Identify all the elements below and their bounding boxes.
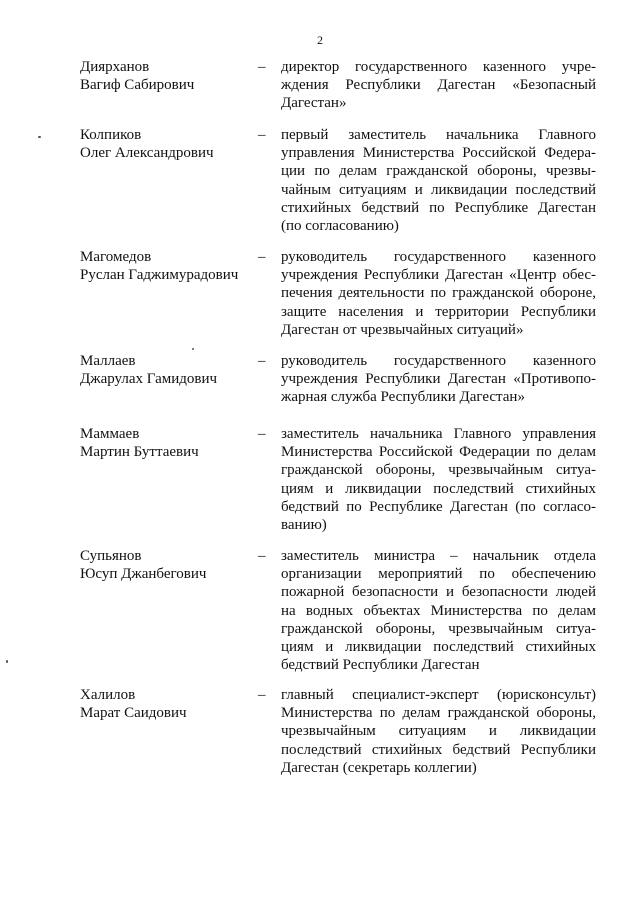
position-line: управления Министерства Российской Федера- xyxy=(281,145,596,162)
separator-dash: – xyxy=(258,353,266,369)
separator-dash: – xyxy=(258,687,266,703)
member-given-names: Марат Саидович xyxy=(80,705,187,722)
position-line: (по согласованию) xyxy=(281,218,399,235)
position-line: бедствий по Республике Дагестан (по согласо- xyxy=(281,498,596,515)
separator-dash: – xyxy=(258,426,266,442)
position-line: печения деятельности по гражданской обороне, xyxy=(281,285,596,302)
position-line: Дагестан» xyxy=(281,95,347,112)
member-name xyxy=(80,686,255,722)
position-line: циям и ликвидации последствий стихийных xyxy=(281,480,596,497)
position-line: стихийных бедствий по Республике Дагестан xyxy=(281,199,596,216)
member-given-names: Джарулах Гамидович xyxy=(80,371,218,388)
member-surname: Магомедов xyxy=(80,249,152,265)
member-given-names: Мартин Буттаевич xyxy=(80,444,199,461)
scan-speck xyxy=(192,348,194,350)
separator-dash: – xyxy=(258,127,266,143)
member-position xyxy=(281,352,596,407)
member-position xyxy=(281,425,596,534)
position-line: заместитель министра – начальник отдела xyxy=(281,548,596,564)
member-name xyxy=(80,58,255,94)
position-line: Дагестан от чрезвычайных ситуаций» xyxy=(281,321,524,338)
member-surname: Колпиков xyxy=(80,127,142,143)
member-given-names: Юсуп Джанбегович xyxy=(80,566,207,583)
position-line: организации мероприятий по обеспечению xyxy=(281,566,596,583)
separator-dash: – xyxy=(258,548,266,564)
member-given-names: Олег Александрович xyxy=(80,145,214,162)
position-line: директор государственного казенного учре- xyxy=(281,59,596,75)
member-given-names: Вагиф Сабирович xyxy=(80,77,195,94)
position-line: Министерства по делам гражданской обороны, xyxy=(281,705,596,722)
member-name xyxy=(80,425,255,461)
member-name xyxy=(80,547,255,583)
scan-speck xyxy=(38,136,41,138)
position-line: на водных объектах Министерства по делам xyxy=(281,602,596,619)
member-position xyxy=(281,547,596,674)
position-line: учреждения Республики Дагестан «Центр обес- xyxy=(281,267,596,284)
separator-dash: – xyxy=(258,249,266,265)
member-position xyxy=(281,248,596,339)
member-surname: Супьянов xyxy=(80,548,142,564)
position-line: гражданской обороны, чрезвычайным ситуа- xyxy=(281,620,596,637)
member-surname: Маллаев xyxy=(80,353,136,369)
position-line: Дагестан (секретарь коллегии) xyxy=(281,759,477,776)
member-surname: Маммаев xyxy=(80,426,140,442)
position-line: главный специалист-эксперт (юрисконсульт) xyxy=(281,687,596,703)
position-line: чайным ситуациям и ликвидации последствий xyxy=(281,181,596,198)
position-line: жарная служба Республики Дагестан» xyxy=(281,389,525,406)
position-line: ции по делам гражданской обороны, чрезвы- xyxy=(281,163,596,180)
position-line: руководитель государственного казенного xyxy=(281,353,596,369)
member-position xyxy=(281,126,596,235)
position-line: циям и ликвидации последствий стихийных xyxy=(281,639,596,656)
member-name xyxy=(80,352,255,388)
position-line: заместитель начальника Главного управления xyxy=(281,426,596,442)
position-line: учреждения Республики Дагестан «Противопо- xyxy=(281,371,596,388)
member-name xyxy=(80,126,255,162)
position-line: чрезвычайным ситуациям и ликвидации xyxy=(281,723,596,740)
scan-speck xyxy=(6,660,8,663)
position-line: пожарной безопасности и безопасности людей xyxy=(281,584,596,601)
position-line: бедствий Республики Дагестан xyxy=(281,657,480,674)
position-line: первый заместитель начальника Главного xyxy=(281,127,596,143)
member-name xyxy=(80,248,255,284)
member-given-names: Руслан Гаджимурадович xyxy=(80,267,239,284)
position-line: последствий стихийных бедствий Республики xyxy=(281,741,596,758)
member-position xyxy=(281,58,596,113)
page-number: 2 xyxy=(317,33,323,47)
member-position xyxy=(281,686,596,777)
position-line: ванию) xyxy=(281,517,327,534)
position-line: гражданской обороны, чрезвычайным ситуа- xyxy=(281,462,596,479)
position-line: защите населения и территории Республики xyxy=(281,303,596,320)
position-line: руководитель государственного казенного xyxy=(281,249,596,265)
position-line: ждения Республики Дагестан «Безопасный xyxy=(281,77,596,94)
separator-dash: – xyxy=(258,59,266,75)
member-surname: Халилов xyxy=(80,687,136,703)
member-surname: Диярханов xyxy=(80,59,150,75)
position-line: Министерства Российской Федерации по делам xyxy=(281,444,596,461)
